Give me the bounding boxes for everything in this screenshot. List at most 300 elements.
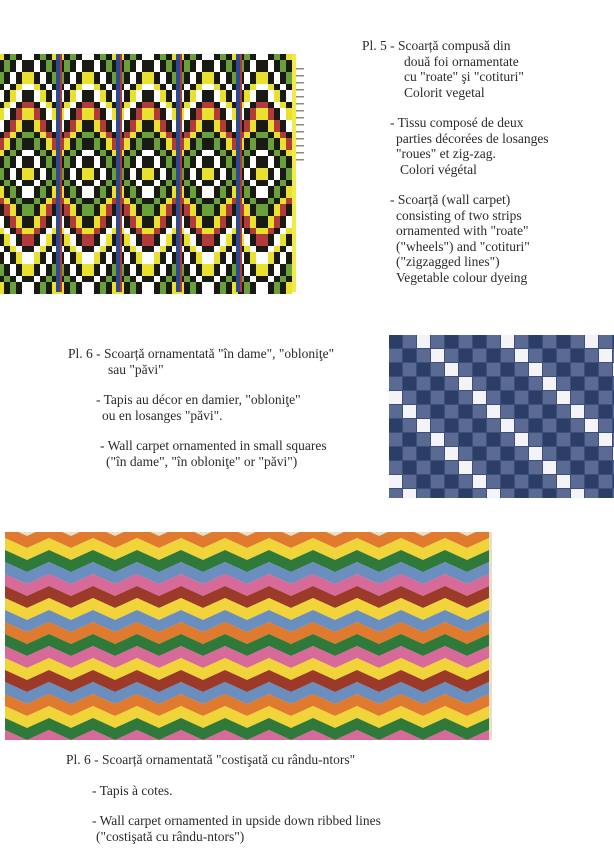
diamond-cell [106,198,112,204]
diamond-cell [250,60,256,66]
checker-square [571,391,584,404]
diamond-cell [40,210,46,216]
diamond-cell [94,150,100,156]
diamond-cell [100,228,106,234]
diamond-cell [148,162,154,168]
diamond-cell [130,96,136,102]
diamond-cell [226,180,232,186]
plate6a-line: - Tapis au décor en damier, "obloniţe" [96,392,301,407]
diamond-cell [70,168,76,174]
diamond-cell [214,288,220,294]
diamond-cell [202,270,208,276]
diamond-cell [190,264,196,270]
diamond-cell [16,228,22,234]
diamond-cell [124,258,130,264]
diamond-cell [70,198,76,204]
diamond-cell [88,84,94,90]
diamond-cell [208,90,214,96]
diamond-cell [286,84,292,90]
diamond-cell [70,72,76,78]
diamond-cell [64,240,70,246]
diamond-cell [88,126,94,132]
checker-square [417,433,430,446]
diamond-cell [256,180,262,186]
diamond-cell [268,288,274,294]
diamond-cell [64,96,70,102]
diamond-cell [208,72,214,78]
diamond-cell [142,96,148,102]
diamond-cell [280,90,286,96]
diamond-cell [40,234,46,240]
checker-square [585,461,598,474]
checker-square [389,433,402,446]
diamond-cell [136,228,142,234]
diamond-cell [130,210,136,216]
diamond-cell [154,78,160,84]
diamond-cell [70,180,76,186]
diamond-cell [40,54,46,60]
diamond-cell [40,90,46,96]
checker-square [501,447,514,460]
diamond-cell [214,150,220,156]
diamond-cell [16,216,22,222]
diamond-cell [106,114,112,120]
diamond-cell [136,240,142,246]
checker-square [389,349,402,362]
diamond-cell [220,174,226,180]
diamond-cell [100,108,106,114]
diamond-cell [124,114,130,120]
checker-square [417,377,430,390]
diamond-cell [106,270,112,276]
checker-square [529,349,542,362]
checker-square [431,363,444,376]
diamond-cell [214,216,220,222]
diamond-cell [0,150,4,156]
diamond-cell [196,270,202,276]
diamond-cell [154,144,160,150]
diamond-cell [244,282,250,288]
diamond-cell [184,168,190,174]
diamond-cell [154,234,160,240]
checker-square [557,447,570,460]
diamond-cell [220,210,226,216]
diamond-cell [130,192,136,198]
diamond-cell [220,72,226,78]
diamond-cell [280,192,286,198]
diamond-cell [244,276,250,282]
plate6a-carpet-image [389,335,614,498]
diamond-cell [40,216,46,222]
diamond-cell [34,222,40,228]
diamond-cell [190,288,196,294]
diamond-cell [76,168,82,174]
plate5-line: ("zigzagged lines") [396,254,500,269]
diamond-cell [64,84,70,90]
diamond-cell [100,264,106,270]
diamond-cell [220,264,226,270]
diamond-cell [154,288,160,294]
diamond-cell [100,204,106,210]
diamond-cell [70,126,76,132]
diamond-cell [46,186,52,192]
diamond-cell [70,60,76,66]
diamond-cell [40,270,46,276]
diamond-cell [70,90,76,96]
diamond-cell [256,192,262,198]
diamond-cell [214,258,220,264]
diamond-cell [148,132,154,138]
diamond-cell [88,174,94,180]
diamond-cell [16,120,22,126]
diamond-cell [0,246,4,252]
checker-square [571,349,584,362]
diamond-cell [40,60,46,66]
diamond-cell [82,246,88,252]
diamond-cell [196,102,202,108]
diamond-cell [196,222,202,228]
checker-square [599,419,612,432]
diamond-cell [274,138,280,144]
diamond-cell [136,156,142,162]
diamond-cell [226,252,232,258]
diamond-cell [268,120,274,126]
diamond-cell [274,168,280,174]
diamond-cell [220,150,226,156]
diamond-cell [214,270,220,276]
diamond-cell [130,168,136,174]
checker-square [487,475,500,488]
diamond-cell [34,150,40,156]
diamond-cell [82,138,88,144]
diamond-cell [22,144,28,150]
diamond-cell [82,264,88,270]
diamond-cell [94,168,100,174]
diamond-cell [208,282,214,288]
diamond-cell [286,156,292,162]
diamond-cell [64,258,70,264]
diamond-cell [136,102,142,108]
diamond-cell [28,282,34,288]
diamond-cell [202,126,208,132]
diamond-cell [202,102,208,108]
diamond-cell [22,120,28,126]
diamond-cell [28,216,34,222]
diamond-cell [136,210,142,216]
checker-square [487,391,500,404]
diamond-cell [82,204,88,210]
diamond-cell [196,282,202,288]
diamond-cell [16,156,22,162]
diamond-cell [46,132,52,138]
diamond-cell [244,156,250,162]
diamond-cell [268,66,274,72]
diamond-cell [40,84,46,90]
checker-square [571,363,584,376]
diamond-cell [136,234,142,240]
diamond-cell [268,150,274,156]
diamond-cell [94,288,100,294]
diamond-cell [88,96,94,102]
diamond-cell [142,198,148,204]
diamond-cell [40,96,46,102]
diamond-cell [70,78,76,84]
diamond-cell [16,204,22,210]
diamond-cell [208,96,214,102]
diamond-cell [124,144,130,150]
diamond-cell [250,66,256,72]
diamond-cell [196,210,202,216]
diamond-cell [142,228,148,234]
diamond-cell [286,150,292,156]
diamond-cell [166,162,172,168]
diamond-cell [166,168,172,174]
diamond-cell [34,174,40,180]
diamond-cell [82,66,88,72]
diamond-cell [250,234,256,240]
diamond-cell [70,234,76,240]
diamond-cell [82,114,88,120]
diamond-cell [202,90,208,96]
diamond-cell [280,174,286,180]
diamond-cell [28,78,34,84]
diamond-cell [10,150,16,156]
diamond-cell [10,114,16,120]
diamond-cell [4,108,10,114]
diamond-cell [100,216,106,222]
diamond-cell [22,276,28,282]
diamond-cell [262,258,268,264]
diamond-cell [106,126,112,132]
diamond-cell [148,120,154,126]
diamond-cell [46,234,52,240]
diamond-cell [10,216,16,222]
band-stripe [176,54,180,292]
diamond-cell [280,270,286,276]
diamond-cell [196,90,202,96]
checker-square [599,433,612,446]
diamond-cell [94,264,100,270]
diamond-cell [76,120,82,126]
diamond-cell [250,240,256,246]
diamond-cell [64,132,70,138]
checker-square [403,447,416,460]
diamond-cell [34,162,40,168]
diamond-cell [0,234,4,240]
diamond-cell [160,234,166,240]
diamond-cell [166,282,172,288]
diamond-cell [136,120,142,126]
checker-square [557,475,570,488]
diamond-cell [256,156,262,162]
diamond-cell [202,150,208,156]
diamond-cell [130,132,136,138]
diamond-cell [82,258,88,264]
diamond-cell [106,66,112,72]
diamond-cell [220,78,226,84]
diamond-cell [256,114,262,120]
diamond-cell [220,234,226,240]
diamond-cell [106,180,112,186]
diamond-cell [196,228,202,234]
diamond-cell [46,228,52,234]
diamond-cell [244,114,250,120]
checker-square [473,349,486,362]
checker-square [543,335,556,348]
diamond-cell [184,144,190,150]
diamond-cell [184,288,190,294]
checker-square [529,377,542,390]
diamond-cell [28,288,34,294]
diamond-cell [136,126,142,132]
diamond-cell [4,186,10,192]
diamond-cell [142,66,148,72]
diamond-cell [250,84,256,90]
diamond-cell [10,228,16,234]
diamond-cell [208,246,214,252]
diamond-cell [196,198,202,204]
checker-square [403,489,416,498]
diamond-cell [10,276,16,282]
diamond-cell [274,246,280,252]
diamond-cell [208,60,214,66]
diamond-cell [226,144,232,150]
diamond-cell [226,150,232,156]
diamond-cell [190,246,196,252]
diamond-cell [136,204,142,210]
checker-square [557,349,570,362]
diamond-cell [124,72,130,78]
diamond-cell [124,90,130,96]
diamond-cell [208,78,214,84]
diamond-cell [28,60,34,66]
diamond-cell [160,192,166,198]
diamond-cell [28,252,34,258]
checker-square [431,377,444,390]
diamond-cell [0,78,4,84]
checker-square [571,405,584,418]
diamond-cell [22,204,28,210]
diamond-cell [226,240,232,246]
diamond-cell [40,252,46,258]
diamond-cell [124,156,130,162]
diamond-cell [262,228,268,234]
diamond-cell [274,234,280,240]
diamond-cell [4,270,10,276]
checker-square [543,461,556,474]
checker-square [571,447,584,460]
checker-square [459,433,472,446]
diamond-cell [94,102,100,108]
diamond-cell [286,120,292,126]
diamond-cell [226,222,232,228]
diamond-cell [286,198,292,204]
checker-square [543,433,556,446]
diamond-cell [286,126,292,132]
diamond-cell [130,240,136,246]
diamond-cell [280,84,286,90]
diamond-cell [88,252,94,258]
diamond-cell [76,66,82,72]
checker-square [543,405,556,418]
diamond-cell [226,246,232,252]
diamond-cell [244,162,250,168]
diamond-cell [76,186,82,192]
diamond-cell [28,234,34,240]
diamond-cell [262,204,268,210]
diamond-cell [286,132,292,138]
diamond-cell [10,66,16,72]
diamond-cell [100,66,106,72]
diamond-cell [10,270,16,276]
diamond-cell [256,84,262,90]
diamond-cell [40,78,46,84]
diamond-cell [160,138,166,144]
diamond-cell [268,174,274,180]
diamond-cell [268,282,274,288]
diamond-cell [76,144,82,150]
diamond-cell [154,66,160,72]
diamond-cell [154,222,160,228]
diamond-cell [184,96,190,102]
plate5-line: cu "roate" şi "cotituri" [404,69,524,84]
diamond-cell [148,204,154,210]
diamond-cell [142,138,148,144]
diamond-cell [268,192,274,198]
diamond-cell [166,210,172,216]
diamond-cell [208,108,214,114]
diamond-cell [4,144,10,150]
diamond-cell [88,150,94,156]
diamond-cell [136,174,142,180]
diamond-cell [286,174,292,180]
checker-square [473,419,486,432]
diamond-cell [106,234,112,240]
diamond-cell [244,168,250,174]
diamond-cell [166,66,172,72]
diamond-cell [148,258,154,264]
diamond-cell [124,222,130,228]
checker-square [585,405,598,418]
diamond-cell [64,66,70,72]
diamond-cell [130,78,136,84]
diamond-cell [94,90,100,96]
diamond-cell [166,60,172,66]
checker-square [557,335,570,348]
diamond-cell [274,162,280,168]
diamond-cell [82,156,88,162]
diamond-cell [124,204,130,210]
diamond-cell [208,54,214,60]
diamond-cell [244,108,250,114]
diamond-cell [40,102,46,108]
diamond-cell [208,252,214,258]
diamond-cell [220,126,226,132]
diamond-cell [202,138,208,144]
diamond-cell [70,54,76,60]
diamond-cell [274,264,280,270]
diamond-cell [4,234,10,240]
checker-square [487,377,500,390]
diamond-cell [196,96,202,102]
diamond-cell [106,282,112,288]
diamond-cell [202,60,208,66]
diamond-cell [274,198,280,204]
diamond-cell [76,150,82,156]
diamond-cell [148,270,154,276]
checker-square [473,391,486,404]
diamond-cell [34,288,40,294]
